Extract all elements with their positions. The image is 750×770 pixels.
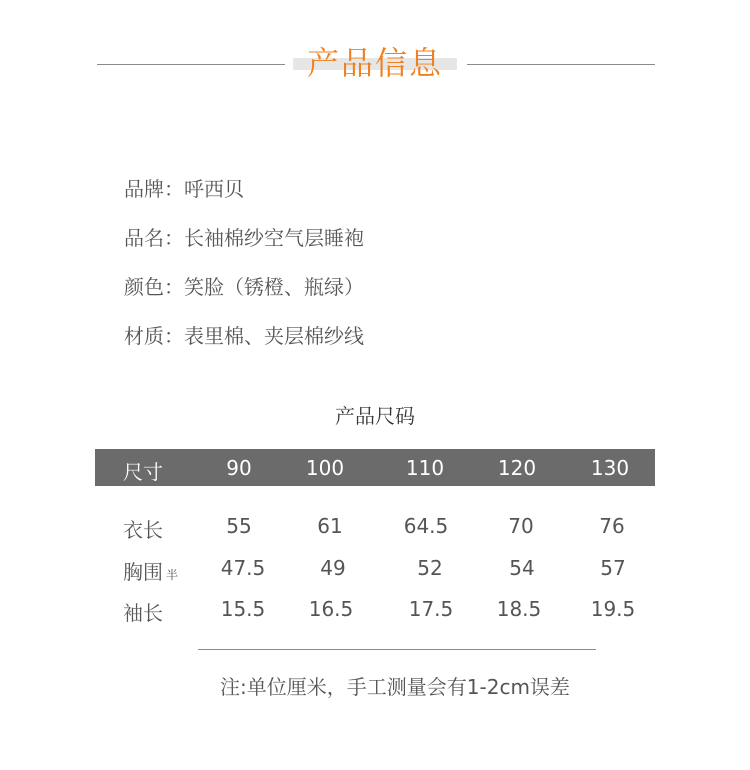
header-cell-90: 90 <box>226 456 252 480</box>
note-divider <box>198 649 596 650</box>
header-cell-size: 尺寸 <box>123 460 163 484</box>
header-cell-100: 100 <box>305 456 345 480</box>
table-cell: 15.5 <box>220 597 266 621</box>
table-cell: 52 <box>417 556 443 580</box>
header-cell-120: 120 <box>497 456 537 480</box>
measurement-note: 注:单位厘米，手工测量会有1-2cm误差 <box>220 675 570 699</box>
info-product-name <box>124 222 364 251</box>
table-cell: 18.5 <box>496 597 542 621</box>
table-cell: 76 <box>599 514 625 538</box>
table-cell: 61 <box>317 514 343 538</box>
info-material-label: 材质： <box>124 324 184 348</box>
info-product-name-label: 品名： <box>124 226 184 250</box>
table-cell: 64.5 <box>403 514 449 538</box>
table-cell: 70 <box>508 514 534 538</box>
info-color-label: 颜色： <box>124 275 184 299</box>
page-title: 产品信息 <box>306 44 443 82</box>
row-label: 衣长 <box>123 518 163 542</box>
title-right-rule <box>467 64 655 65</box>
row-label: 袖长 <box>123 601 163 625</box>
header-cell-130: 130 <box>590 456 630 480</box>
info-brand-label: 品牌： <box>124 177 184 201</box>
table-row <box>95 597 655 627</box>
table-cell: 17.5 <box>408 597 454 621</box>
info-material-value: 表里棉、夹层棉纱线 <box>184 324 364 348</box>
table-cell: 19.5 <box>590 597 636 621</box>
info-material <box>124 320 364 349</box>
info-color <box>124 271 364 300</box>
title-left-rule <box>97 64 285 65</box>
header-cell-110: 110 <box>405 456 445 480</box>
info-color-value: 笑脸（锈橙、瓶绿） <box>184 275 364 299</box>
info-brand-value: 呼西贝 <box>184 177 244 201</box>
table-row <box>95 556 655 586</box>
table-cell: 55 <box>226 514 252 538</box>
table-cell: 16.5 <box>308 597 354 621</box>
table-cell: 47.5 <box>220 556 266 580</box>
info-product-name-value: 长袖棉纱空气层睡袍 <box>184 226 364 250</box>
size-table-title: 产品尺码 <box>335 404 415 428</box>
row-label-unit: 半 <box>166 568 179 582</box>
table-cell: 49 <box>320 556 346 580</box>
table-cell: 54 <box>509 556 535 580</box>
row-label-text: 胸围 <box>123 560 163 584</box>
size-table-header <box>95 449 655 486</box>
table-cell: 57 <box>600 556 626 580</box>
info-brand <box>124 173 244 202</box>
table-row <box>95 514 655 544</box>
row-label <box>123 556 178 585</box>
